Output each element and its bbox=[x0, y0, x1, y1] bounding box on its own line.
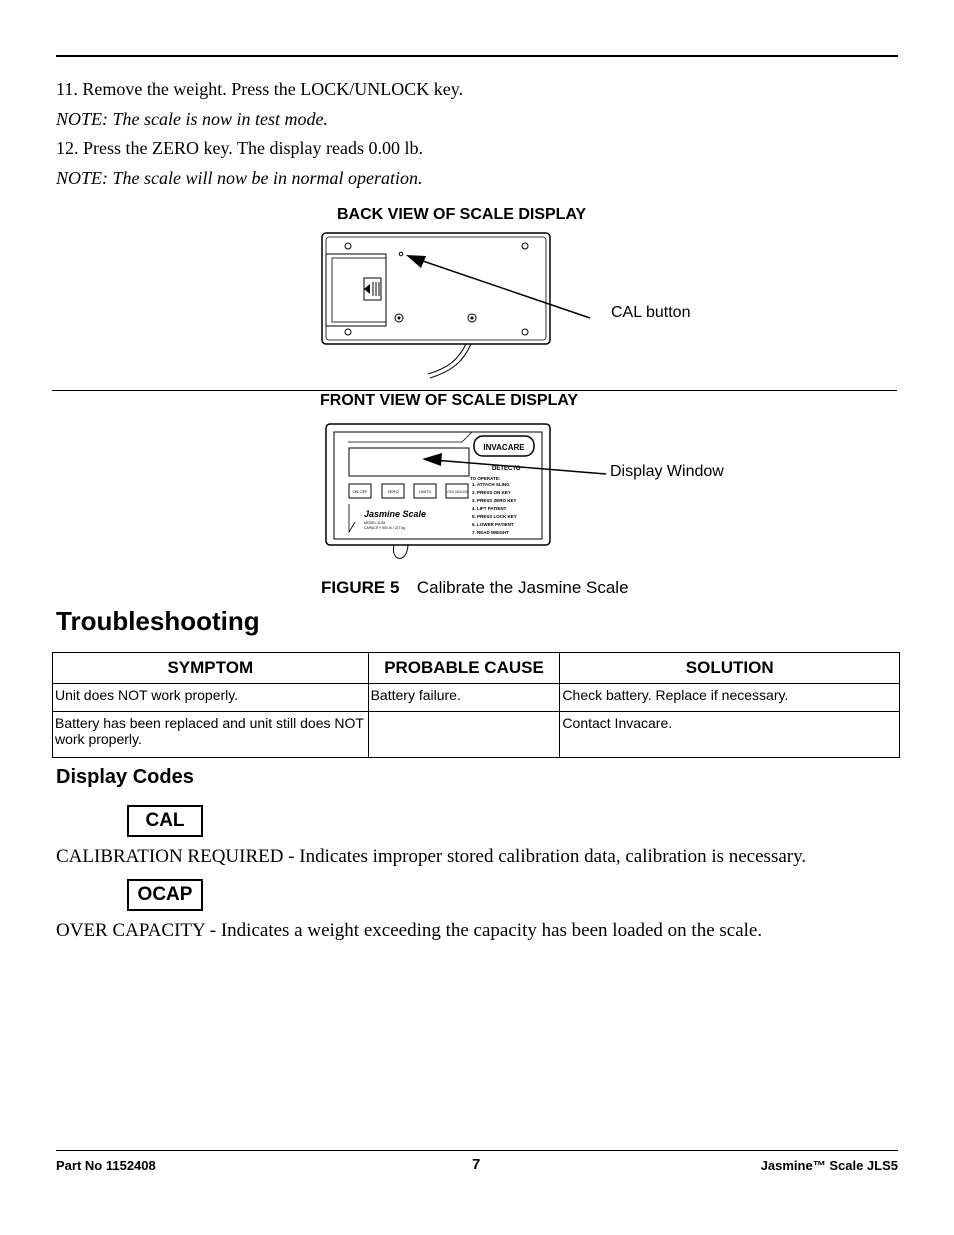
instruction-7: 7. READ WEIGHT bbox=[472, 530, 510, 535]
mount-screw-left-center bbox=[398, 317, 401, 320]
front-cable bbox=[393, 545, 408, 558]
back-housing-inner bbox=[326, 237, 546, 340]
brand2-logo: DETECTO bbox=[492, 466, 521, 472]
back-view-diagram bbox=[318, 228, 598, 384]
display-codes-heading: Display Codes bbox=[56, 766, 194, 788]
product-name: Jasmine Scale bbox=[364, 509, 427, 519]
cable-2 bbox=[430, 344, 471, 378]
ocap-code-description: OVER CAPACITY - Indicates a weight exceeding the capacity has been loaded on the scale. bbox=[56, 920, 763, 941]
display-window-callout: Display Window bbox=[610, 463, 724, 480]
display-window-arrowhead bbox=[422, 453, 442, 466]
mount-screw-right-center bbox=[471, 317, 474, 320]
figure-caption-label: FIGURE 5 bbox=[321, 578, 400, 597]
figure-caption-text: Calibrate the Jasmine Scale bbox=[416, 578, 629, 597]
brand-logo: INVACARE bbox=[483, 443, 525, 452]
back-view-heading: BACK VIEW OF SCALE DISPLAY bbox=[337, 206, 587, 223]
corner-screw-bl bbox=[345, 329, 351, 335]
footer-part-number: Part No 1152408 bbox=[56, 1158, 156, 1173]
instruction-3: 3. PRESS ZERO KEY bbox=[472, 498, 517, 503]
row1-solution: Check battery. Replace if necessary. bbox=[560, 684, 900, 712]
step-12: 12. Press the ZERO key. The display reads 0.00 lb. bbox=[56, 138, 423, 158]
note-normal-operation: NOTE: The scale will now be in normal operation. bbox=[56, 168, 423, 188]
cal-code-description: CALIBRATION REQUIRED - Indicates improper stored calibration data, calibration is necessary. bbox=[56, 846, 807, 867]
row1-symptom: Unit does NOT work properly. bbox=[53, 684, 369, 712]
cal-button-hole bbox=[399, 252, 403, 256]
top-rule bbox=[56, 55, 898, 57]
key-units-label: UNITS bbox=[419, 489, 431, 494]
panel-accent bbox=[349, 504, 355, 532]
instruction-2: 2. PRESS ON KEY bbox=[472, 490, 511, 495]
row2-solution: Contact Invacare. bbox=[560, 712, 900, 758]
header-probable-cause: PROBABLE CAUSE bbox=[368, 653, 560, 684]
table-row bbox=[53, 684, 900, 712]
front-panel-curve bbox=[348, 432, 472, 442]
footer-rule bbox=[56, 1150, 898, 1151]
ocap-code-box: OCAP bbox=[127, 879, 203, 911]
cable bbox=[428, 344, 466, 374]
figure-divider bbox=[52, 390, 897, 391]
key-lock-unlock-label: LOCK UNLOCK bbox=[445, 490, 469, 494]
model-line: MODEL JLS5 bbox=[364, 521, 386, 525]
footer-product: Jasmine™ Scale JLS5 bbox=[760, 1158, 898, 1173]
instructions-title: TO OPERATE: bbox=[470, 476, 501, 481]
table-row bbox=[53, 712, 900, 758]
cal-button-callout: CAL button bbox=[611, 304, 691, 321]
row1-cause: Battery failure. bbox=[368, 684, 560, 712]
front-view-diagram bbox=[322, 422, 612, 566]
footer-page-number: 7 bbox=[472, 1156, 481, 1173]
capacity-line: CAPACITY 500 lb / 227 kg bbox=[364, 526, 406, 530]
back-housing-outer bbox=[322, 233, 550, 344]
latch-arrow bbox=[364, 284, 370, 294]
instruction-5: 5. PRESS LOCK KEY bbox=[472, 514, 517, 519]
cal-code-box: CAL bbox=[127, 805, 203, 837]
header-solution: SOLUTION bbox=[560, 653, 900, 684]
corner-screw-br bbox=[522, 329, 528, 335]
instruction-1: 1. ATTACH SLING bbox=[472, 482, 510, 487]
note-test-mode: NOTE: The scale is now in test mode. bbox=[56, 109, 328, 129]
front-view-heading: FRONT VIEW OF SCALE DISPLAY bbox=[320, 392, 579, 409]
table-header-row bbox=[53, 653, 900, 684]
step-11: 11. Remove the weight. Press the LOCK/UNLOCK key. bbox=[56, 79, 464, 99]
row2-symptom: Battery has been replaced and unit still does NOT work properly. bbox=[53, 712, 369, 758]
battery-door-panel bbox=[332, 258, 386, 322]
corner-screw-tr bbox=[522, 243, 528, 249]
instruction-6: 6. LOWER PATIENT bbox=[472, 522, 514, 527]
key-zero-label: ZERO bbox=[387, 489, 399, 494]
figure-caption bbox=[321, 578, 629, 598]
battery-door bbox=[326, 254, 386, 326]
cal-button-arrowhead bbox=[406, 255, 426, 268]
corner-screw-tl bbox=[345, 243, 351, 249]
key-on-off-label: ON OFF bbox=[352, 489, 368, 494]
header-symptom: SYMPTOM bbox=[53, 653, 369, 684]
instruction-4: 4. LIFT PATIENT bbox=[472, 506, 507, 511]
troubleshooting-table bbox=[52, 652, 900, 758]
cal-button-arrow-line bbox=[414, 258, 590, 318]
row2-cause bbox=[368, 712, 560, 758]
troubleshooting-heading: Troubleshooting bbox=[56, 606, 260, 636]
